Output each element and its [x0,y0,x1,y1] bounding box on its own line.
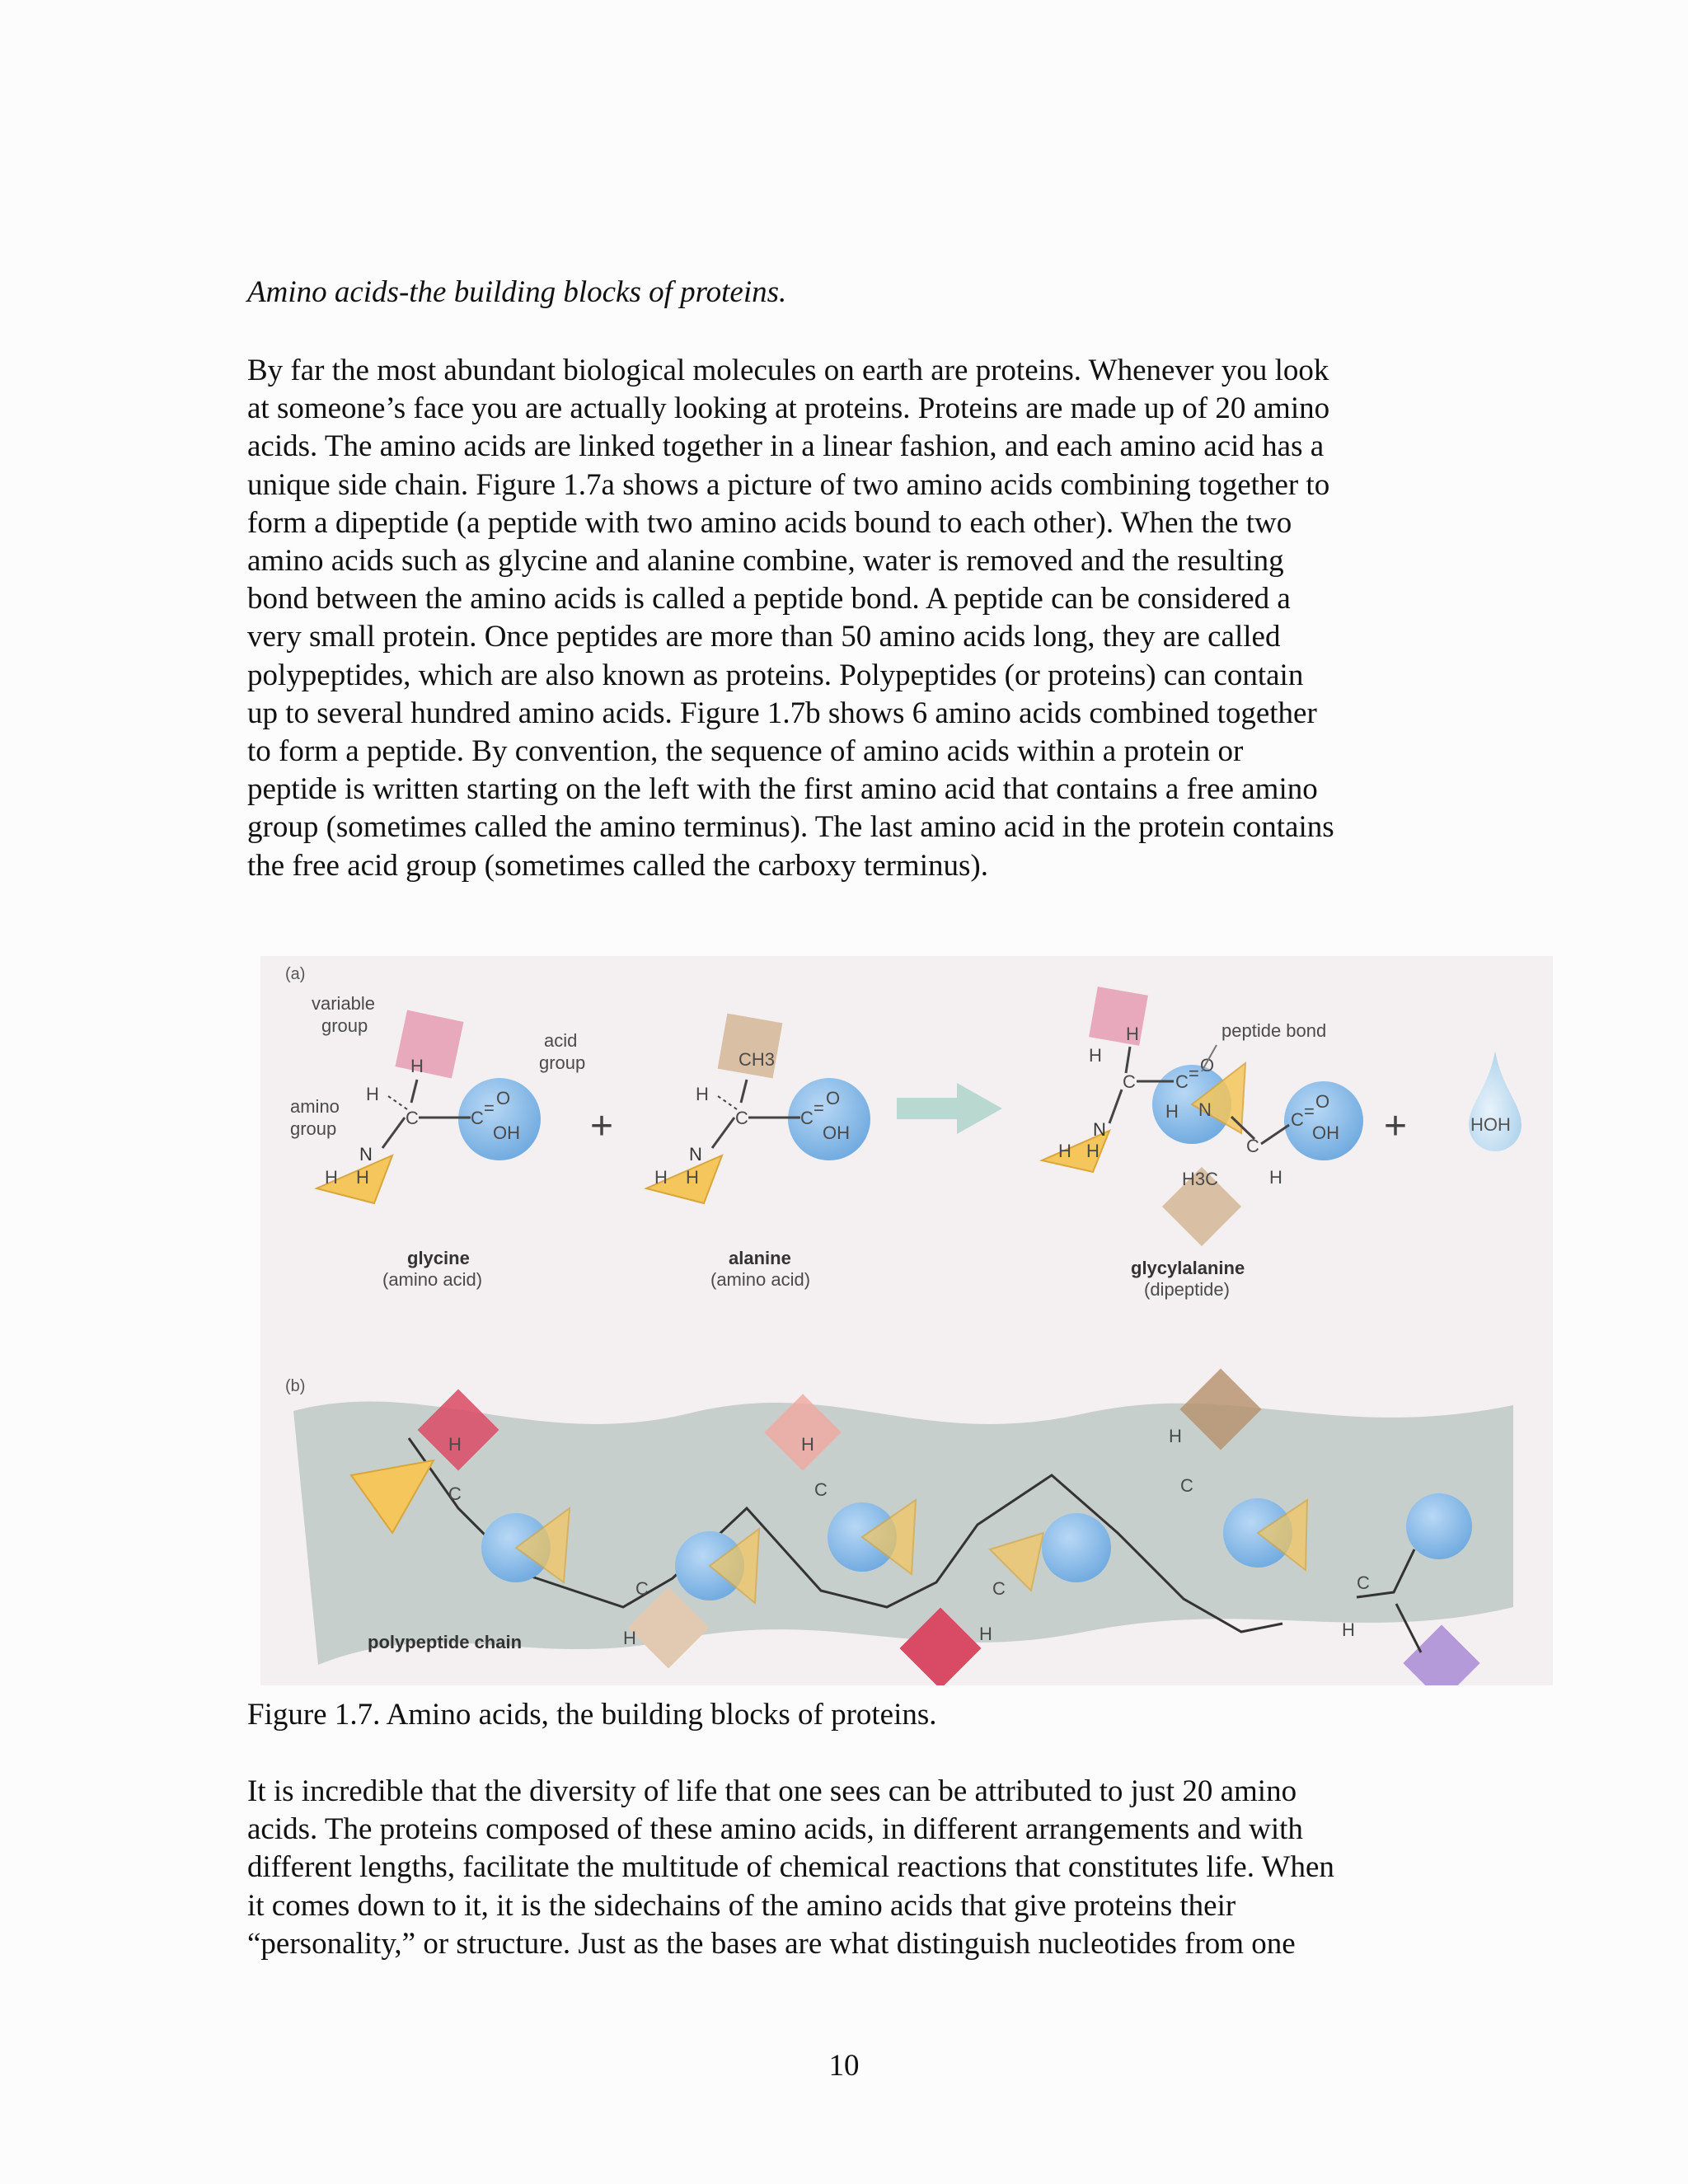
atom-label: N [689,1144,702,1165]
paragraph-line: it comes down to it, it is the sidechains of the amino acids that give proteins their [247,1888,1236,1923]
atom-label: C [814,1479,828,1500]
atom-label: H [366,1084,379,1104]
chain-acid-circle [1042,1513,1111,1582]
atom-label: C [1180,1475,1193,1496]
atom-label: = [1189,1063,1199,1084]
paragraph-line: to form a peptide. By convention, the sequence of amino acids within a protein or [247,734,1244,769]
atom-label: H [1342,1619,1355,1640]
paragraph-line: amino acids such as glycine and alanine combine, water is removed and the resulting [247,544,1284,579]
atom-label: O [496,1088,511,1108]
atom-label: C [1357,1572,1370,1593]
atom-label: H [356,1167,369,1188]
atom-label: = [814,1098,824,1118]
variable-group-label-2: group [321,1015,368,1036]
plus-icon: + [1384,1104,1408,1148]
paragraph-line: acids. The amino acids are linked together in a linear fashion, and each amino acid has a [247,429,1325,464]
alanine-name: alanine [729,1248,791,1268]
paragraph-line: peptide is written starting on the left with the first amino acid that contains a free amino [247,772,1318,807]
chain-acid-circle [1406,1493,1472,1559]
figure-caption: Figure 1.7. Amino acids, the building blocks of proteins. [247,1698,937,1732]
atom-label: H [686,1167,699,1188]
intro-paragraph [247,352,1451,885]
atom-label: O [1315,1091,1330,1112]
atom-label: C [800,1108,814,1128]
atom-label: N [1198,1099,1212,1120]
paragraph-line: bond between the amino acids is called a peptide bond. A peptide can be considered a [247,582,1291,616]
atom-label: C [406,1108,419,1128]
paragraph-line: different lengths, facilitate the multitude of chemical reactions that constitutes life. When [247,1850,1334,1885]
atom-label: N [1093,1119,1106,1140]
atom-label: H [1169,1426,1182,1446]
atom-label: H [979,1624,992,1644]
plus-icon: + [590,1104,614,1148]
paragraph-line: polypeptides, which are also known as proteins. Polypeptides (or proteins) can contain [247,658,1304,692]
atom-label: H [1165,1101,1179,1122]
amino-acid-figure [260,956,1553,1685]
atom-label: OH [1312,1122,1339,1143]
polypeptide-chain-label: polypeptide chain [368,1632,523,1652]
atom-label: C [448,1483,462,1504]
atom-label: = [1304,1101,1315,1122]
water-label: HOH [1470,1114,1511,1135]
atom-label: H [1126,1024,1139,1044]
paragraph-line: unique side chain. Figure 1.7a shows a picture of two amino acids combining together to [247,467,1330,502]
atom-label: H [1086,1141,1100,1161]
panel-b-label: (b) [285,1377,306,1395]
atom-label: H [801,1434,814,1455]
atom-label: C [471,1108,484,1128]
paragraph-line: very small protein. Once peptides are more than 50 amino acids long, they are called [247,620,1281,654]
atom-label: H [325,1167,338,1188]
dipeptide-name: glycylalanine [1131,1258,1245,1278]
atom-label: H [448,1434,462,1455]
atom-label: C [735,1108,748,1128]
amino-group-label-1: amino [290,1096,340,1117]
atom-label: O [1200,1055,1215,1076]
atom-label: H [1269,1167,1282,1188]
dipeptide-description: (dipeptide) [1144,1279,1230,1300]
atom-label: OH [823,1122,850,1143]
body-paragraph [247,1773,1451,1963]
panel-a-label: (a) [285,965,306,983]
atom-label: H [623,1628,636,1648]
paragraph-line: form a dipeptide (a peptide with two amino acids bound to each other). When the two [247,505,1292,540]
acid-group-label-2: group [539,1052,586,1073]
atom-label: H [1058,1141,1071,1161]
atom-label: H [1089,1045,1102,1066]
glycine-name: glycine [407,1248,470,1268]
atom-label: N [359,1144,373,1165]
atom-label: = [484,1098,495,1118]
paragraph-line: “personality,” or structure. Just as the bases are what distinguish nucleotides from one [247,1926,1296,1961]
atom-label: H [410,1056,424,1076]
paragraph-line: It is incredible that the diversity of life that one sees can be attributed to just 20 amino [247,1774,1297,1808]
atom-label: H [696,1084,709,1104]
figure-illustration [260,956,1553,1685]
paragraph-line: By far the most abundant biological molecules on earth are proteins. Whenever you look [247,354,1329,387]
variable-group-label-1: variable [312,993,376,1014]
paragraph-line: at someone’s face you are actually looking at proteins. Proteins are made up of 20 amino [247,391,1330,426]
variable-group-square [1089,987,1148,1046]
atom-label: C [1246,1136,1259,1156]
paragraph-line: the free acid group (sometimes called the carboxy terminus). [247,848,988,883]
peptide-bond-label: peptide bond [1221,1020,1327,1041]
atom-label: C [635,1578,649,1599]
alanine-description: (amino acid) [710,1269,811,1290]
page-number: 10 [828,2049,860,2083]
atom-label: C [1123,1071,1136,1092]
atom-label: O [826,1088,841,1108]
paragraph-line: group (sometimes called the amino terminus). The last amino acid in the protein contains [247,810,1334,845]
acid-group-label-1: acid [544,1030,578,1051]
atom-label: C [992,1578,1006,1599]
atom-label: CH3 [738,1049,776,1070]
variable-group-square [395,1010,463,1078]
atom-label: H3C [1182,1169,1219,1189]
amino-group-label-2: group [290,1118,337,1139]
atom-label: C [1175,1071,1189,1092]
glycine-description: (amino acid) [382,1269,483,1290]
atom-label: H [654,1167,668,1188]
atom-label: C [1291,1109,1304,1130]
section-heading: Amino acids-the building blocks of proteins. [247,275,787,309]
paragraph-line: acids. The proteins composed of these amino acids, in different arrangements and with [247,1812,1303,1847]
paragraph-line: up to several hundred amino acids. Figure 1.7b shows 6 amino acids combined together [247,696,1317,730]
atom-label: OH [493,1122,520,1143]
